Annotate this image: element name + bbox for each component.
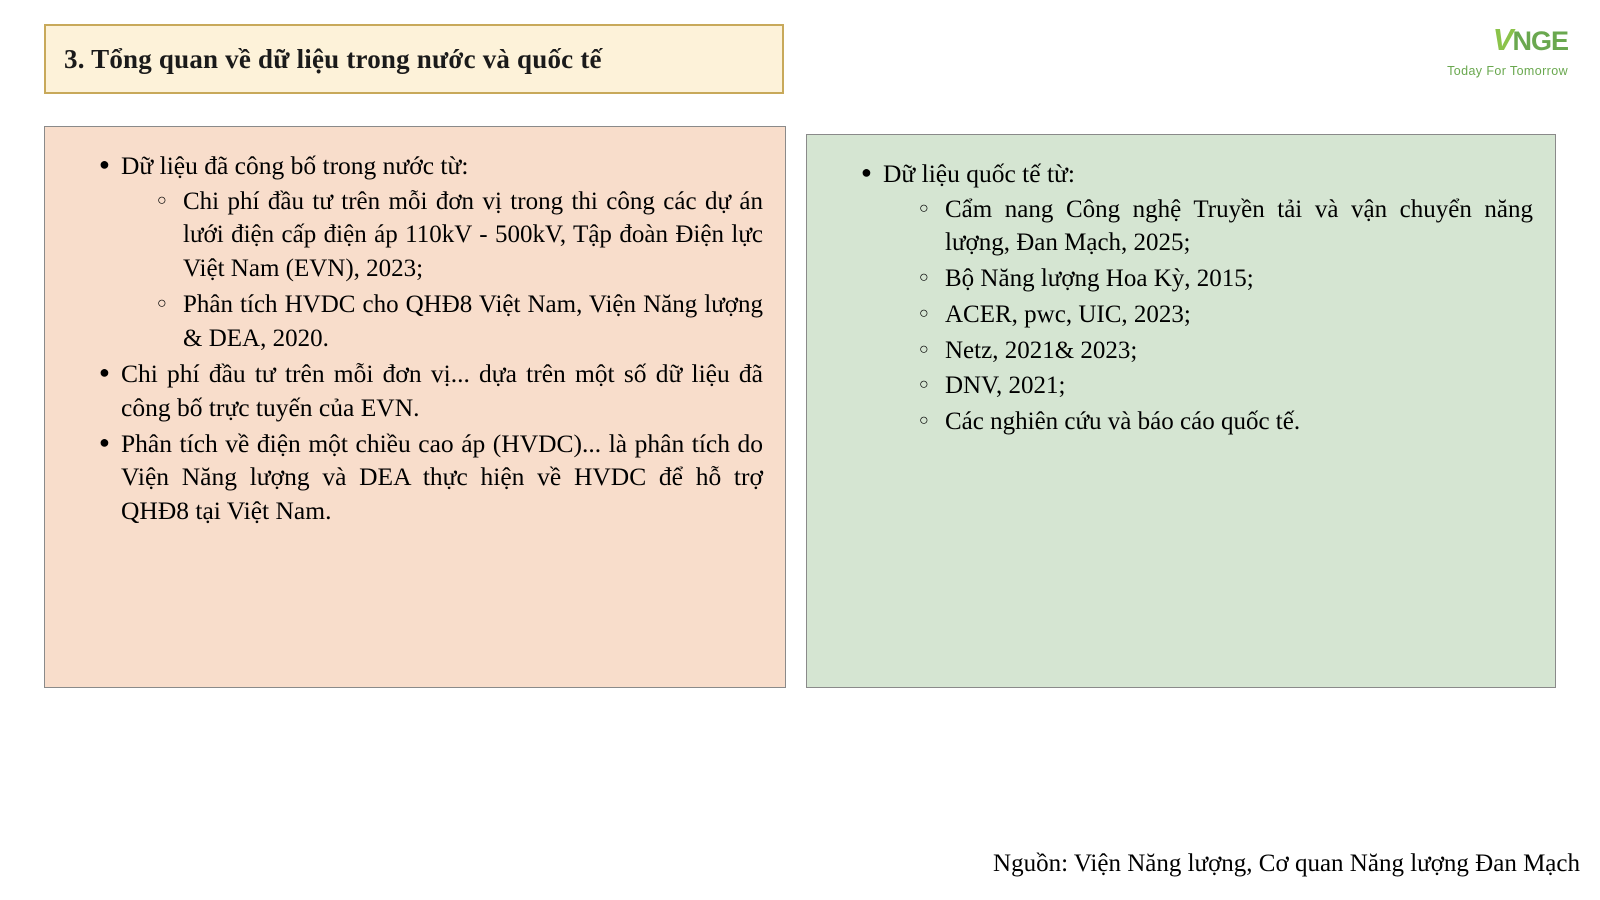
bullet-filled-icon: ● bbox=[99, 431, 110, 452]
list-item bbox=[883, 369, 1533, 403]
bullet-hollow-icon: ○ bbox=[919, 340, 929, 358]
list-item bbox=[883, 334, 1533, 368]
list-item-label: Dữ liệu đã công bố trong nước từ: bbox=[121, 151, 469, 180]
bullet-hollow-icon: ○ bbox=[919, 304, 929, 322]
list-item-label: Phân tích về điện một chiều cao áp (HVDC)... là phân tích do Viện Năng lượng và DEA thực hiện về HVDC để hỗ trợ QHĐ8 tại Việt Nam. bbox=[121, 428, 763, 526]
domestic-bullet-list bbox=[63, 149, 763, 528]
list-item bbox=[63, 427, 763, 528]
domestic-data-panel bbox=[44, 126, 786, 688]
logo-wordmark bbox=[1493, 24, 1568, 55]
logo-tagline: Today For Tomorrow bbox=[1447, 64, 1568, 78]
bullet-filled-icon: ● bbox=[99, 154, 110, 174]
bullet-hollow-icon: ○ bbox=[157, 294, 167, 312]
list-item-label: Netz, 2021& 2023; bbox=[945, 336, 1138, 364]
list-item-label: Cẩm nang Công nghệ Truyền tải và vận chuyển năng lượng, Đan Mạch, 2025; bbox=[945, 195, 1533, 257]
bullet-hollow-icon: ○ bbox=[919, 412, 929, 430]
domestic-sub-list bbox=[121, 185, 763, 356]
list-item-label: Phân tích HVDC cho QHĐ8 Việt Nam, Viện Năng lượng & DEA, 2020. bbox=[183, 290, 763, 352]
list-item bbox=[883, 262, 1533, 296]
list-item-label: Các nghiên cứu và báo cáo quốc tế. bbox=[945, 408, 1301, 436]
international-data-panel bbox=[806, 134, 1556, 688]
bullet-filled-icon: ● bbox=[861, 162, 872, 182]
list-item-label: Chi phí đầu tư trên mỗi đơn vị trong thi công các dự án lưới điện cấp điện áp 110kV - 500kV, Tập đoàn Điện lực Việt Nam (EVN), 2023; bbox=[183, 187, 763, 283]
bullet-hollow-icon: ○ bbox=[919, 199, 929, 217]
international-sub-list bbox=[883, 193, 1533, 439]
list-item-label: Dữ liệu quốc tế từ: bbox=[883, 159, 1075, 188]
slide-title-box bbox=[44, 24, 784, 94]
bullet-hollow-icon: ○ bbox=[157, 191, 167, 209]
bullet-hollow-icon: ○ bbox=[919, 376, 929, 394]
list-item bbox=[121, 185, 763, 286]
list-item bbox=[883, 405, 1533, 439]
source-note: Nguồn: Viện Năng lượng, Cơ quan Năng lượng Đan Mạch bbox=[993, 849, 1580, 877]
list-item bbox=[63, 149, 763, 355]
list-item-label: Chi phí đầu tư trên mỗi đơn vị... dựa trên một số dữ liệu đã công bố trực tuyến của EVN. bbox=[121, 359, 763, 423]
bullet-hollow-icon: ○ bbox=[919, 269, 929, 287]
list-item bbox=[63, 357, 763, 424]
logo-nge-text: NGE bbox=[1512, 26, 1568, 56]
list-item-label: DNV, 2021; bbox=[945, 372, 1066, 400]
list-item bbox=[883, 193, 1533, 261]
list-item-label: Bộ Năng lượng Hoa Kỳ, 2015; bbox=[945, 265, 1254, 293]
list-item bbox=[121, 288, 763, 356]
company-logo bbox=[1388, 24, 1568, 78]
list-item-label: ACER, pwc, UIC, 2023; bbox=[945, 300, 1191, 328]
logo-v-glyph: V bbox=[1492, 22, 1513, 57]
list-item bbox=[883, 298, 1533, 332]
bullet-filled-icon: ● bbox=[99, 362, 110, 383]
international-bullet-list bbox=[825, 157, 1533, 439]
list-item bbox=[825, 157, 1533, 439]
page-title: 3. Tổng quan về dữ liệu trong nước và quốc tế bbox=[64, 43, 602, 74]
